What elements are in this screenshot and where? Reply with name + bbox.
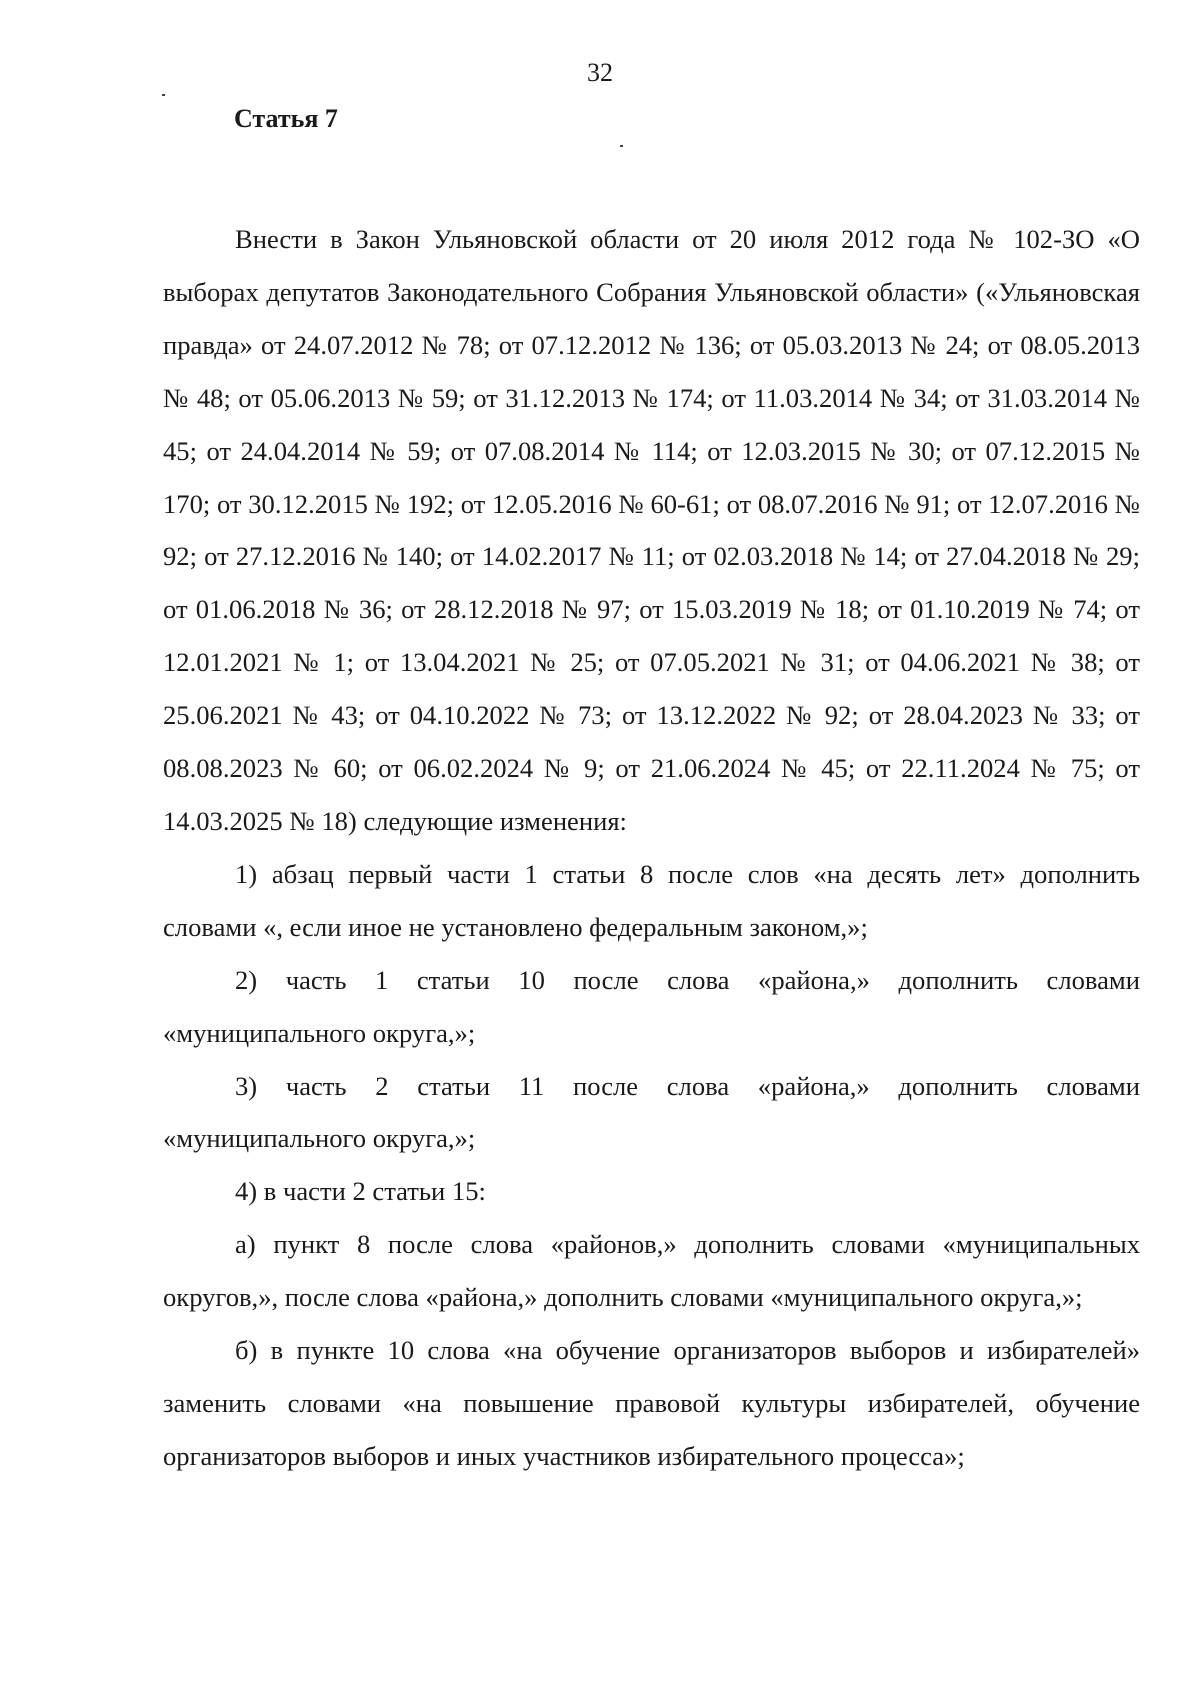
article-title: Статья 7	[234, 104, 338, 133]
amendment-item-4: 4) в части 2 статьи 15:	[235, 1176, 486, 1207]
amendment-item-1: 1) абзац первый части 1 статьи 8 после слов «на десять лет» дополнить словами «, если иное не установлено федеральным законом,»;	[163, 858, 1140, 942]
amendment-item-4a: а) пункт 8 после слова «районов,» дополнить словами «муниципальных округов,», после слова «района,» дополнить словами «муниципального округа,»;	[163, 1229, 1140, 1313]
page-number: 32	[587, 58, 613, 87]
amendment-item-3: 3) часть 2 статьи 11 после слова «района,» дополнить словами «муниципального округа,»;	[163, 1070, 1140, 1154]
article-body	[163, 213, 1140, 1483]
amendment-item-2: 2) часть 1 статьи 10 после слова «района,» дополнить словами «муниципального округа,»;	[163, 964, 1140, 1048]
scan-speck	[162, 94, 165, 96]
intro-paragraph: Внести в Закон Ульяновской области от 20 июля 2012 года № 102-ЗО «О выборах депутатов Законодательного Собрания Ульяновской области» («Ульяновская правда» от 24.07.2012 № 78; от 07.12.2012 № 136; от 05.03.2013 № 24; от 08.05.2013 № 48; от 05.06.2013 № 59; от 31.12.2013 № 174; от 11.03.2014 № 34; от 31.03.2014 № 45; от 24.04.2014 № 59; от 07.08.2014 № 114; от 12.03.2015 № 30; от 07.12.2015 № 170; от 30.12.2015 № 192; от 12.05.2016 № 60-61; от 08.07.2016 № 91; от 12.07.2016 № 92; от 27.12.2016 № 140; от 14.02.2017 № 11; от 02.03.2018 № 14; от 27.04.2018 № 29; от 01.06.2018 № 36; от 28.12.2018 № 97; от 15.03.2019 № 18; от 01.10.2019 № 74; от 12.01.2021 № 1; от 13.04.2021 № 25; от 07.05.2021 № 31; от 04.06.2021 № 38; от 25.06.2021 № 43; от 04.10.2022 № 73; от 13.12.2022 № 92; от 28.04.2023 № 33; от 08.08.2023 № 60; от 06.02.2024 № 9; от 21.06.2024 № 45; от 22.11.2024 № 75; от 14.03.2025 № 18) следующие изменения:	[163, 224, 1140, 836]
scan-speck	[620, 145, 623, 147]
amendment-item-4b: б) в пункте 10 слова «на обучение организаторов выборов и избирателей» заменить словами «на повышение правовой культуры избирателей, обучение организаторов выборов и иных участников избирательного процесса»;	[163, 1335, 1140, 1471]
